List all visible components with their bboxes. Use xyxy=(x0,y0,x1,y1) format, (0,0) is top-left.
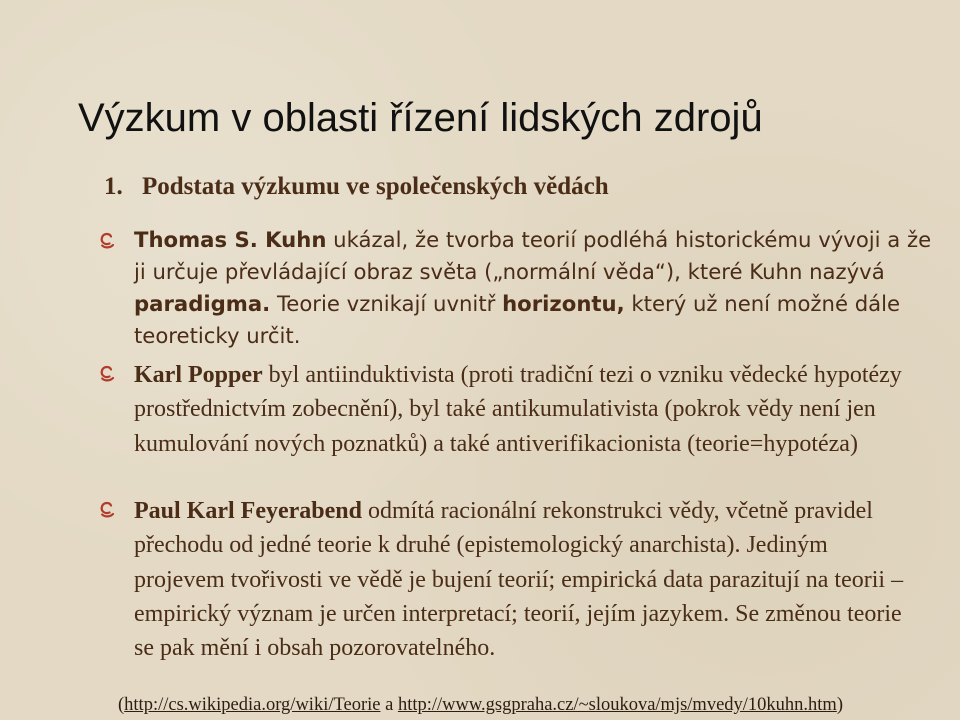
slide-title: Výzkum v oblasti řízení lidských zdrojů xyxy=(78,96,763,140)
gsgpraha-link[interactable]: http://www.gsgpraha.cz/~sloukova/mjs/mvedy/10kuhn.htm xyxy=(397,695,837,715)
bullet-kuhn xyxy=(96,224,936,352)
bullet-text: Paul Karl Feyerabend odmítá racionální rekonstrukci vědy, včetně pravidel přechodu od jedné teorie k druhé (epistemologický anarchista). Jediným projevem tvořivosti ve vědě je bujení teorií; empirická data parazitují na teorii – empirický význam je určen interpretací; teorií, jejím jazykem. Se změnou teorie se pak mění i obsah pozorovatelného. xyxy=(134,498,904,662)
curl-bullet-icon xyxy=(96,230,118,252)
curl-bullet-icon xyxy=(96,499,118,521)
bullet-text: Karl Popper byl antiinduktivista (proti tradiční tezi o vzniku vědecké hypotézy prostřednictvím zobecnění), byl také antikumulativista (pokrok vědy není jen kumulování nových poznatků) a také antiverifikacionista (teorie=hypotéza) xyxy=(134,362,902,457)
subtitle-text: Podstata výzkumu ve společenských vědách xyxy=(142,173,609,200)
bullet-text: Thomas S. Kuhn ukázal, že tvorba teorií podléhá historickému vývoji a že ji určuje převládající obraz světa („normální věda“), které Kuhn nazývá paradigma. Teorie vznikají uvnitř horizontu, který už není možné dále teoreticky určit. xyxy=(134,227,932,348)
source-citation: (http://cs.wikipedia.org/wiki/Teorie a http://www.gsgpraha.cz/~sloukova/mjs/mvedy/10kuhn.htm) xyxy=(118,695,843,715)
wikipedia-link[interactable]: http://cs.wikipedia.org/wiki/Teorie xyxy=(124,695,381,715)
bullet-popper xyxy=(96,358,936,461)
slide-subtitle xyxy=(104,170,609,204)
subtitle-number: 1. xyxy=(104,173,123,200)
bullet-feyerabend xyxy=(96,494,936,665)
curl-bullet-icon xyxy=(96,363,118,385)
